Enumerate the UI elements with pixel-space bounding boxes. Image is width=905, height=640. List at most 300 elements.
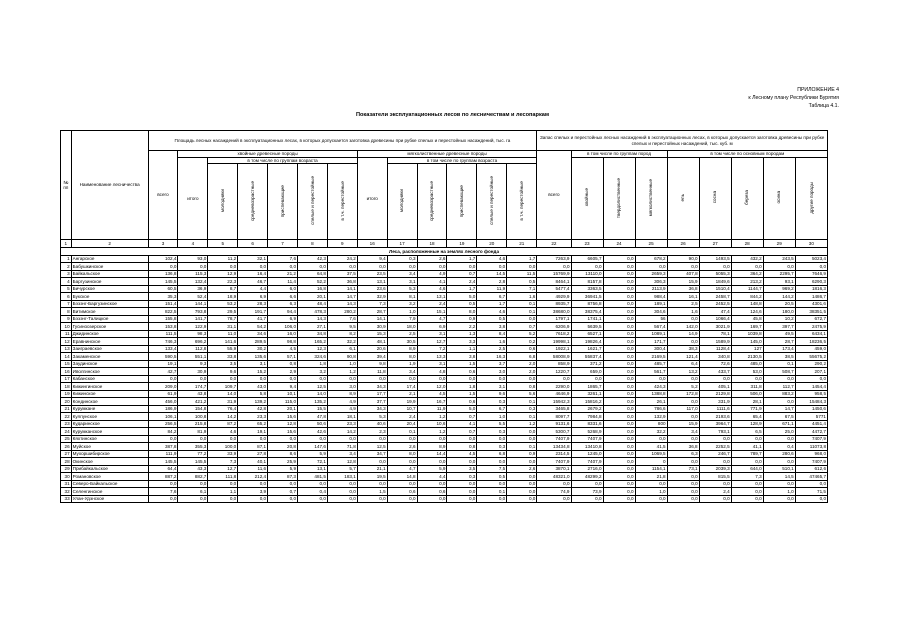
value-cell: 5477,4 [537, 285, 571, 293]
value-cell: 47,4 [699, 308, 731, 316]
value-cell: 15769,9 [537, 270, 571, 278]
value-cell: 0,0 [447, 480, 477, 488]
value-cell: 696,2 [178, 338, 208, 346]
table-row [61, 368, 828, 376]
row-number-cell: 3 [61, 270, 72, 278]
value-cell: 1,5 [357, 488, 387, 496]
value-cell: 0,1 [763, 360, 795, 368]
value-cell: 0,0 [507, 315, 537, 323]
table-row [61, 405, 828, 413]
value-cell: 2,9 [268, 368, 298, 376]
value-cell: 0,6 [447, 398, 477, 406]
value-cell: 21,8 [635, 473, 667, 481]
value-cell: 20,8 [268, 443, 298, 451]
value-cell: 4,6 [417, 285, 447, 293]
value-cell: 1,7 [447, 255, 477, 263]
value-cell: 12,8 [327, 458, 357, 466]
value-cell: 0,0 [537, 480, 571, 488]
value-cell: 8,9 [327, 390, 357, 398]
value-cell: 212,4 [238, 473, 268, 481]
value-cell: 127 [731, 345, 763, 353]
value-cell: 0,0 [763, 263, 795, 271]
value-cell: 98,3 [178, 330, 208, 338]
value-cell: 0,0 [667, 315, 699, 323]
value-cell: 5300,7 [537, 428, 571, 436]
value-cell: 0,0 [763, 375, 795, 383]
value-cell: 72,6 [699, 360, 731, 368]
value-cell: 882,7 [178, 473, 208, 481]
soft-young-header: молодняки [387, 164, 417, 240]
value-cell: 0,0 [699, 375, 731, 383]
value-cell: 0,0 [148, 435, 178, 443]
value-cell: 2,0 [507, 360, 537, 368]
value-cell: 41,1 [731, 443, 763, 451]
value-cell: 15816,2 [571, 398, 603, 406]
value-cell: 174,7 [178, 383, 208, 391]
value-cell: 87,2 [208, 420, 238, 428]
value-cell: 311,8 [731, 383, 763, 391]
value-cell: 7,1 [507, 285, 537, 293]
value-cell: 0,0 [603, 480, 635, 488]
table-row [61, 360, 828, 368]
value-cell: 1816,3 [795, 285, 827, 293]
value-cell: 364,2 [731, 270, 763, 278]
value-cell: 38351,5 [795, 308, 827, 316]
col-name-header: Наименование лесничества [71, 131, 148, 240]
table-row [61, 480, 828, 488]
value-cell: 93,1 [763, 278, 795, 286]
value-cell: 5771 [795, 413, 827, 421]
value-cell: 3,4 [387, 368, 417, 376]
value-cell: 0,0 [507, 473, 537, 481]
value-cell: 0,3 [477, 428, 507, 436]
value-cell: 7984,8 [571, 413, 603, 421]
value-cell: 0,0 [178, 263, 208, 271]
value-cell: 13,3 [417, 353, 447, 361]
value-cell: 14,7 [763, 405, 795, 413]
value-cell: 1,2 [327, 368, 357, 376]
value-cell: 2130,5 [731, 353, 763, 361]
value-cell: 4,9 [417, 270, 447, 278]
value-cell: 30,9 [178, 368, 208, 376]
value-cell: 0,0 [148, 495, 178, 503]
value-cell: 0,5 [447, 300, 477, 308]
value-cell: 0,0 [298, 495, 328, 503]
value-cell: 0,5 [477, 315, 507, 323]
value-cell: 0,0 [603, 405, 635, 413]
value-cell: 15,3 [357, 330, 387, 338]
value-cell: 27,8 [238, 450, 268, 458]
value-cell: 2,3 [357, 428, 387, 436]
row-number-cell: 8 [61, 308, 72, 316]
value-cell: 2679,2 [571, 405, 603, 413]
value-cell: 1089,1 [635, 330, 667, 338]
value-cell: 0,0 [667, 488, 699, 496]
table-row [61, 300, 828, 308]
value-cell: 0,0 [667, 458, 699, 466]
forestry-name-cell: Кижинское [71, 390, 148, 398]
value-cell: 0,1 [507, 300, 537, 308]
value-cell: 154,8 [178, 405, 208, 413]
value-cell: 0,0 [507, 263, 537, 271]
value-cell: 0,0 [571, 375, 603, 383]
value-cell: 0,0 [603, 495, 635, 503]
column-number: 6 [238, 240, 268, 248]
value-cell: 5055,3 [699, 270, 731, 278]
value-cell: 9,5 [327, 323, 357, 331]
table-row [61, 428, 828, 436]
row-number-cell: 7 [61, 300, 72, 308]
forestry-name-cell: Кяхтинское [71, 435, 148, 443]
table-row [61, 443, 828, 451]
value-cell: 9,6 [477, 390, 507, 398]
value-cell: 0,0 [268, 495, 298, 503]
value-cell: 14,3 [327, 300, 357, 308]
value-cell: 9,4 [357, 255, 387, 263]
value-cell: 12,0 [417, 383, 447, 391]
value-cell: 10,1 [268, 390, 298, 398]
value-cell: 0,0 [603, 420, 635, 428]
value-cell: 0,0 [417, 495, 447, 503]
value-cell: 34,3 [357, 383, 387, 391]
value-cell: 32,9 [357, 293, 387, 301]
value-cell: 0,0 [731, 375, 763, 383]
value-cell: 0,1 [507, 413, 537, 421]
value-cell: 5,0 [447, 293, 477, 301]
value-cell: 12,5 [357, 443, 387, 451]
value-cell: 0,5 [477, 473, 507, 481]
value-cell: 0,0 [795, 480, 827, 488]
value-cell: 0,0 [208, 263, 238, 271]
value-cell: 2039,3 [699, 465, 731, 473]
value-cell: 11,9 [417, 405, 447, 413]
row-number-cell: 4 [61, 278, 72, 286]
column-number: 21 [507, 240, 537, 248]
table-row [61, 263, 828, 271]
value-cell: 19,1 [148, 360, 178, 368]
value-cell: 306,3 [635, 278, 667, 286]
value-cell: 5,7 [327, 465, 357, 473]
value-cell: 0,0 [238, 480, 268, 488]
value-cell: 0,0 [603, 345, 635, 353]
value-cell: 0,0 [208, 435, 238, 443]
value-cell: 31,9 [208, 398, 238, 406]
row-number-cell: 26 [61, 443, 72, 451]
value-cell: 6,4 [667, 360, 699, 368]
value-cell: 41,7 [238, 315, 268, 323]
value-cell: 0,0 [635, 263, 667, 271]
value-cell: 0,0 [603, 338, 635, 346]
value-cell: 7,9 [387, 315, 417, 323]
value-cell: 988,4 [635, 293, 667, 301]
value-cell: 136,8 [148, 270, 178, 278]
value-cell: 0,0 [178, 495, 208, 503]
value-cell: 11,6 [238, 465, 268, 473]
value-cell: 678,2 [635, 255, 667, 263]
value-cell: 0,0 [507, 488, 537, 496]
value-cell: 3021,9 [699, 323, 731, 331]
column-number: 27 [699, 240, 731, 248]
value-cell: 0,0 [571, 263, 603, 271]
value-cell: 0,0 [238, 495, 268, 503]
value-cell: 47,8 [298, 413, 328, 421]
value-cell: 0,0 [537, 263, 571, 271]
value-cell: 2,5 [387, 330, 417, 338]
value-cell: 0,1 [507, 308, 537, 316]
value-cell: 14,0 [298, 390, 328, 398]
value-cell: 8,6 [268, 450, 298, 458]
value-cell: 47465,7 [795, 473, 827, 481]
value-cell: 21,1 [357, 465, 387, 473]
value-cell: 371,2 [571, 360, 603, 368]
value-cell: 145,5 [178, 458, 208, 466]
value-cell: 15,1 [417, 308, 447, 316]
value-cell: 11,0 [208, 330, 238, 338]
value-cell: 155,8 [148, 315, 178, 323]
value-cell: 0,0 [699, 480, 731, 488]
value-cell: 0,0 [417, 480, 447, 488]
value-cell: 71,5 [795, 488, 827, 496]
value-cell: 1,0 [387, 308, 417, 316]
forestry-name-cell: Кабанское [71, 375, 148, 383]
value-cell: 2129,8 [699, 390, 731, 398]
value-cell: 55675,2 [795, 353, 827, 361]
value-cell: 7263,9 [537, 255, 571, 263]
value-cell: 0,1 [507, 443, 537, 451]
value-cell: 5,8 [238, 390, 268, 398]
value-cell: 111,5 [148, 330, 178, 338]
value-cell: 16,4 [238, 270, 268, 278]
forestry-name-cell: Баргузинское [71, 278, 148, 286]
value-cell: 0,3 [477, 398, 507, 406]
value-cell: 0,0 [667, 495, 699, 503]
row-number-cell: 24 [61, 428, 72, 436]
value-cell: 17,4 [387, 383, 417, 391]
value-cell: 0,0 [603, 428, 635, 436]
value-cell: 485,7 [635, 360, 667, 368]
value-cell: 0,0 [603, 263, 635, 271]
value-cell: 0,0 [447, 458, 477, 466]
value-cell: 4,1 [447, 420, 477, 428]
value-cell: 1922,1 [537, 345, 571, 353]
value-cell: 0,0 [148, 375, 178, 383]
value-cell: 23,5 [357, 270, 387, 278]
conifer-mature-header: спелые и перестойные [298, 164, 328, 240]
value-cell: 3,0 [477, 368, 507, 376]
row-number-cell: 22 [61, 413, 72, 421]
value-cell: 2295,7 [763, 270, 795, 278]
value-cell: 1,7 [447, 285, 477, 293]
value-cell: 0,0 [635, 375, 667, 383]
value-cell: 0,0 [417, 458, 447, 466]
value-cell: 0,0 [238, 263, 268, 271]
value-cell: 6434,1 [795, 330, 827, 338]
value-cell: 4,1 [417, 278, 447, 286]
value-cell: 0,0 [603, 315, 635, 323]
conifer-middle-header: средневозрастные [238, 164, 268, 240]
value-cell: 48,1 [357, 338, 387, 346]
row-number-cell: 6 [61, 293, 72, 301]
forestry-name-cell: Закаменское [71, 353, 148, 361]
value-cell: 10,6 [417, 420, 447, 428]
value-cell: 0,0 [447, 488, 477, 496]
value-cell: 0,0 [507, 458, 537, 466]
value-cell: 3,1 [387, 278, 417, 286]
value-cell: 0,0 [507, 375, 537, 383]
value-cell: 478,3 [298, 308, 328, 316]
row-number-cell: 17 [61, 375, 72, 383]
value-cell: 421,2 [178, 398, 208, 406]
row-number-cell: 12 [61, 338, 72, 346]
value-cell: 0,0 [447, 435, 477, 443]
value-cell: 2716,0 [571, 465, 603, 473]
value-cell: 165,2 [298, 338, 328, 346]
value-cell: 0,0 [298, 375, 328, 383]
value-cell: 53,2 [208, 300, 238, 308]
section-row [61, 248, 828, 256]
value-cell: 52,2 [298, 278, 328, 286]
value-cell: 1,2 [507, 420, 537, 428]
value-cell: 117,0 [667, 405, 699, 413]
value-cell: 35,3 [148, 293, 178, 301]
value-cell: 4,6 [477, 308, 507, 316]
value-cell: 0,0 [238, 435, 268, 443]
value-cell: 39,4 [357, 353, 387, 361]
table-row [61, 458, 828, 466]
value-cell: 456,0 [148, 398, 178, 406]
value-cell: 15,5 [298, 405, 328, 413]
value-cell: 10,7 [387, 405, 417, 413]
value-cell: 0,0 [731, 488, 763, 496]
value-cell: 191,7 [238, 308, 268, 316]
row-number-cell: 15 [61, 360, 72, 368]
forestry-name-cell: Селенгинское [71, 488, 148, 496]
value-cell: 1245,0 [571, 450, 603, 458]
column-number: 28 [731, 240, 763, 248]
value-cell: 111,9 [148, 450, 178, 458]
value-cell: 3,1 [238, 360, 268, 368]
forestry-name-cell: Окинское [71, 458, 148, 466]
value-cell: 1454,4 [795, 383, 827, 391]
value-cell: 9,4 [268, 383, 298, 391]
value-cell: 4,9 [327, 398, 357, 406]
value-cell: 8157,8 [571, 278, 603, 286]
value-cell: 42,3 [298, 255, 328, 263]
value-cell: 18,9 [208, 293, 238, 301]
column-number: 16 [357, 240, 387, 248]
value-cell: 16,7 [417, 398, 447, 406]
value-cell: 0,0 [763, 480, 795, 488]
value-cell: 771,9 [731, 405, 763, 413]
value-cell: 6,9 [417, 323, 447, 331]
value-cell: 1,0 [763, 488, 795, 496]
value-cell: 0,2 [507, 338, 537, 346]
value-cell: 8935,7 [537, 300, 571, 308]
conifer-age-header: в том числе по группам возраста [208, 157, 357, 164]
value-cell: 0,0 [603, 323, 635, 331]
value-cell: 53,0 [731, 368, 763, 376]
value-cell: 2,4 [387, 413, 417, 421]
value-cell: 6,9 [268, 315, 298, 323]
forestry-name-cell: Бабушкинское [71, 263, 148, 271]
value-cell: 8,0 [447, 308, 477, 316]
value-cell: 128,9 [731, 420, 763, 428]
row-number-cell: 18 [61, 383, 72, 391]
value-cell: 1510,4 [699, 285, 731, 293]
value-cell: 12,8 [268, 420, 298, 428]
value-cell: 0,0 [477, 375, 507, 383]
table-row [61, 398, 828, 406]
value-cell: 0,0 [603, 353, 635, 361]
forestry-name-cell: Муйское [71, 443, 148, 451]
table-row [61, 473, 828, 481]
value-cell: 3,4 [327, 450, 357, 458]
value-cell: 0,0 [447, 263, 477, 271]
value-cell: 0,0 [603, 383, 635, 391]
value-cell: 29,5 [208, 308, 238, 316]
value-cell: 36,8 [667, 285, 699, 293]
value-cell: 3,9 [238, 488, 268, 496]
value-cell: 9131,6 [537, 420, 571, 428]
value-cell: 2475,9 [795, 323, 827, 331]
value-cell: 0,0 [268, 263, 298, 271]
value-cell: 15,6 [268, 428, 298, 436]
value-cell: 0,0 [507, 495, 537, 503]
value-cell: 98,8 [268, 338, 298, 346]
value-cell: 0,0 [477, 495, 507, 503]
value-cell: 2,1 [387, 390, 417, 398]
value-cell: 135,6 [238, 353, 268, 361]
value-cell: 0,0 [357, 435, 387, 443]
value-cell: 0,0 [603, 270, 635, 278]
value-cell: 124,6 [731, 308, 763, 316]
main-breed-header: в том числе по основным породам [667, 151, 827, 158]
value-cell: 8,0 [387, 353, 417, 361]
value-cell: 87,1 [238, 443, 268, 451]
column-number: 23 [571, 240, 603, 248]
value-cell: 142,0 [667, 323, 699, 331]
value-cell: 1493,5 [699, 255, 731, 263]
value-cell: 0,3 [507, 405, 537, 413]
value-cell: 3,1 [417, 330, 447, 338]
value-cell: 73,9 [571, 488, 603, 496]
value-cell: 4,9 [327, 405, 357, 413]
value-cell: 14,5 [477, 270, 507, 278]
value-cell: 0,0 [268, 435, 298, 443]
table-row [61, 330, 828, 338]
value-cell: 340,8 [699, 353, 731, 361]
value-cell: 1,2 [417, 428, 447, 436]
value-cell: 48,4 [298, 300, 328, 308]
value-cell: 0,0 [603, 375, 635, 383]
value-cell: 1,1 [447, 345, 477, 353]
value-cell: 256,5 [148, 420, 178, 428]
value-cell: 2458,7 [699, 293, 731, 301]
value-cell: 6,8 [477, 450, 507, 458]
value-cell: 109,7 [208, 383, 238, 391]
area-group-header: Площадь лесных насаждений в эксплуатационных лесах, в которых допускается заготовка древесины при рубке спелых и перестойных насаждений, тыс. га [148, 131, 537, 151]
value-cell: 0,0 [208, 480, 238, 488]
value-cell: 1154,1 [635, 465, 667, 473]
row-number-cell: 19 [61, 390, 72, 398]
value-cell: 2,4 [417, 300, 447, 308]
value-cell: 87,3 [268, 473, 298, 481]
value-cell: 54,2 [238, 323, 268, 331]
soft-ripening-header: приспевающие [447, 164, 477, 240]
value-cell: 16,0 [268, 330, 298, 338]
value-cell: 0,0 [603, 435, 635, 443]
value-cell: 33,8 [208, 353, 238, 361]
